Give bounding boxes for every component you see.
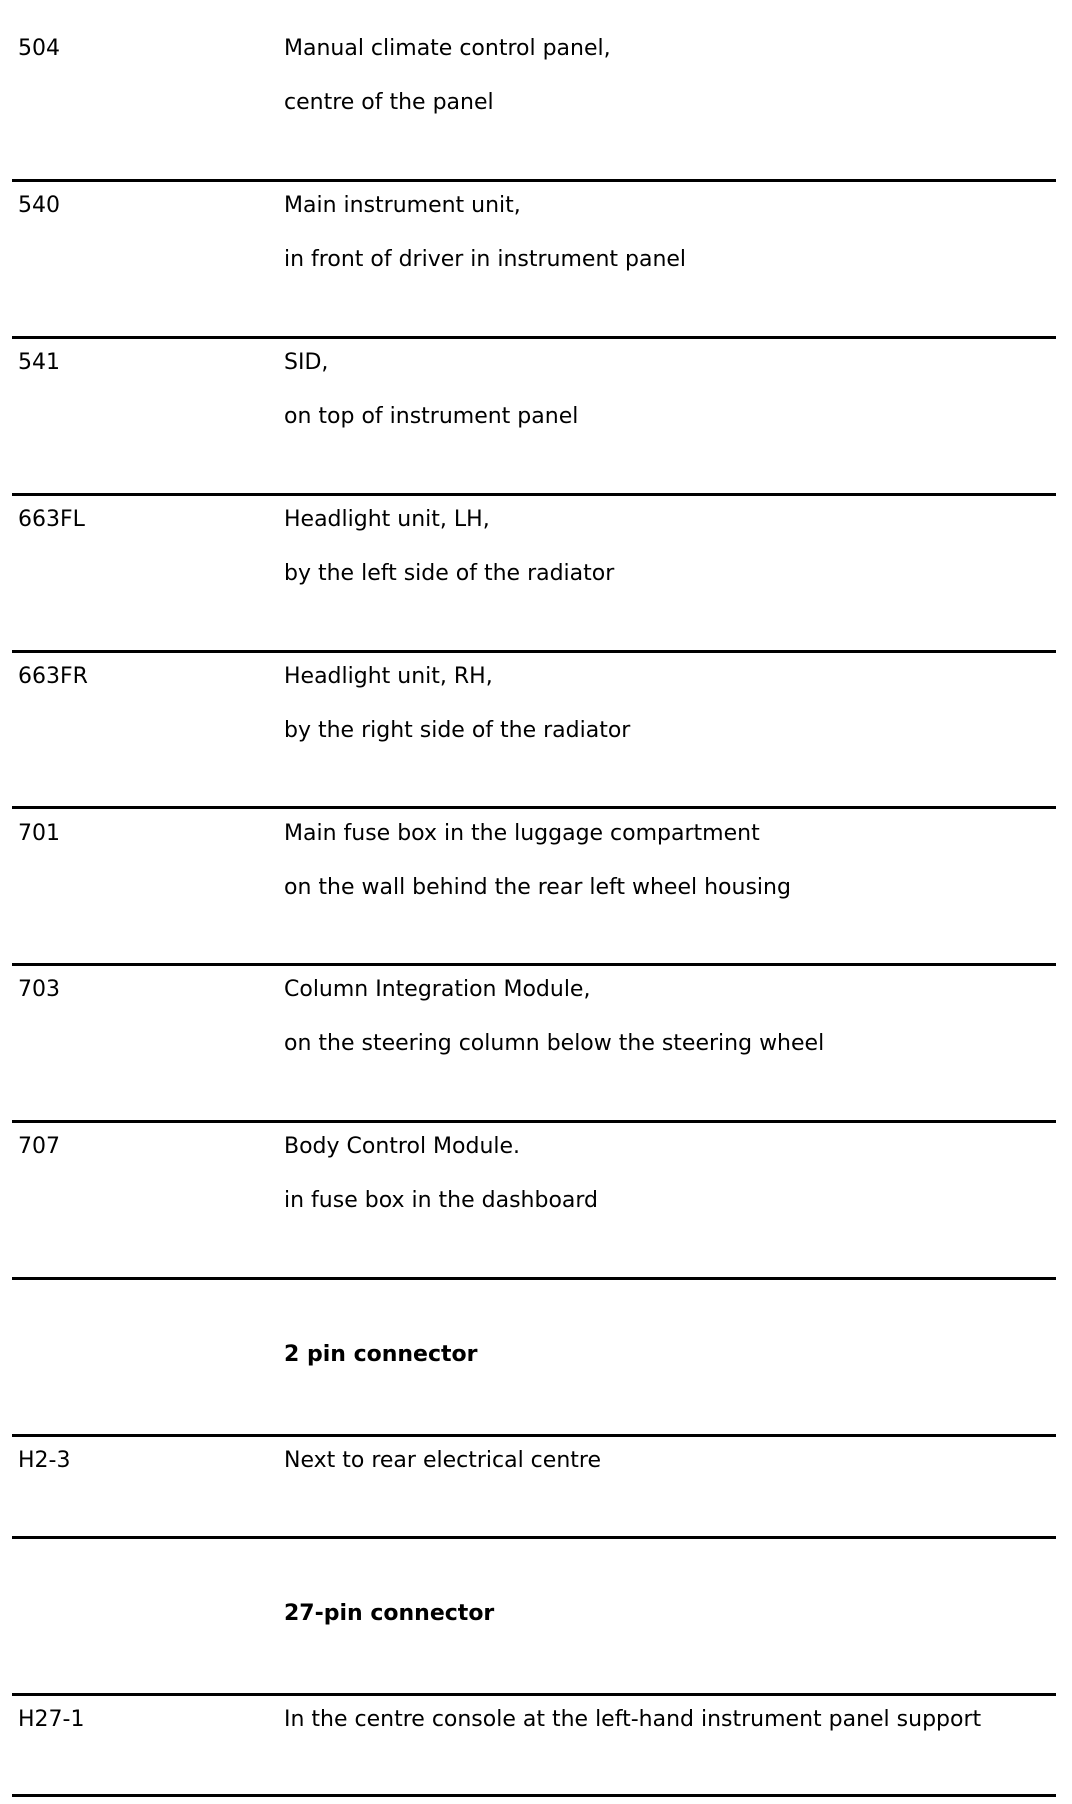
row-divider (12, 1120, 1056, 1123)
description-line-1: Body Control Module. (284, 1134, 521, 1159)
component-code: H2-3 (18, 1448, 71, 1473)
description-line-2: centre of the panel (284, 90, 494, 115)
description-line-2: on the steering column below the steering wheel (284, 1031, 825, 1056)
section-heading: 27-pin connector (284, 1601, 495, 1626)
description-line-1: Manual climate control panel, (284, 36, 611, 61)
row-divider (12, 963, 1056, 966)
component-description (284, 192, 686, 274)
description-line-1: Headlight unit, LH, (284, 507, 490, 532)
component-description (284, 663, 630, 745)
table-row (12, 35, 1056, 155)
description-line-1: SID, (284, 350, 329, 375)
row-divider (12, 1277, 1056, 1280)
table-row (12, 976, 1056, 1096)
table-row (12, 820, 1056, 940)
component-description (284, 1706, 981, 1734)
description-line-1: Headlight unit, RH, (284, 664, 493, 689)
row-divider (12, 1794, 1056, 1797)
component-code: 663FR (18, 664, 88, 689)
component-code: 707 (18, 1134, 60, 1159)
component-code: 541 (18, 350, 60, 375)
component-description (284, 1133, 598, 1215)
component-code: 703 (18, 977, 60, 1002)
section-divider (12, 1693, 1056, 1696)
table-row (12, 192, 1056, 312)
component-code: 701 (18, 821, 60, 846)
component-code: H27-1 (18, 1707, 85, 1732)
row-divider (12, 493, 1056, 496)
section-divider (12, 1434, 1056, 1437)
table-row (12, 663, 1056, 783)
description-line-1: In the centre console at the left-hand instrument panel support (284, 1707, 982, 1732)
row-divider (12, 1536, 1056, 1539)
row-divider (12, 650, 1056, 653)
component-description (284, 35, 611, 117)
description-line-1: Main instrument unit, (284, 193, 521, 218)
component-description (284, 506, 614, 588)
row-divider (12, 336, 1056, 339)
row-divider (12, 806, 1056, 809)
component-code: 663FL (18, 507, 85, 532)
description-line-2: on top of instrument panel (284, 404, 579, 429)
table-row (12, 349, 1056, 469)
table-row (12, 506, 1056, 626)
component-description (284, 349, 578, 431)
row-divider (12, 179, 1056, 182)
description-line-2: by the right side of the radiator (284, 718, 631, 743)
table-row (12, 1706, 1056, 1766)
table-row (12, 1447, 1056, 1507)
description-line-2: in front of driver in instrument panel (284, 247, 687, 272)
description-line-2: on the wall behind the rear left wheel housing (284, 875, 791, 900)
table-row (12, 1133, 1056, 1253)
component-description (284, 976, 824, 1058)
description-line-1: Next to rear electrical centre (284, 1448, 601, 1473)
description-line-1: Main fuse box in the luggage compartment (284, 821, 760, 846)
description-line-2: in fuse box in the dashboard (284, 1188, 599, 1213)
component-description (284, 1447, 601, 1475)
component-code: 504 (18, 36, 60, 61)
section-heading: 2 pin connector (284, 1342, 478, 1367)
component-code: 540 (18, 193, 60, 218)
component-description (284, 820, 791, 902)
description-line-2: by the left side of the radiator (284, 561, 615, 586)
description-line-1: Column Integration Module, (284, 977, 591, 1002)
